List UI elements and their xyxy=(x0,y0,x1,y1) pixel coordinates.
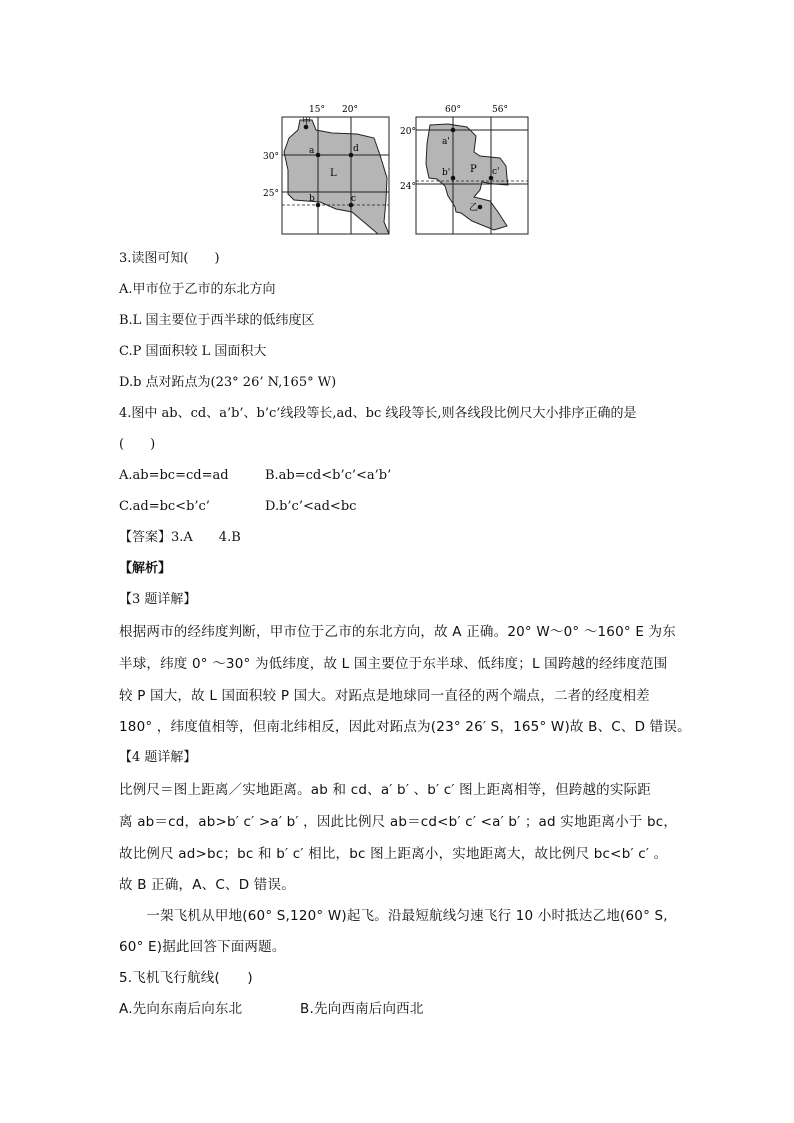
lat-label-24: 24° xyxy=(400,182,416,192)
point-label-c: c xyxy=(351,194,357,204)
lat-label-25: 25° xyxy=(263,189,279,199)
answer-line: 【答案】3.A 4.B xyxy=(119,530,241,545)
point-a-prime xyxy=(451,128,456,133)
city-label-yi: 乙 xyxy=(469,203,479,213)
point-label-a: a xyxy=(309,146,315,156)
q4-option-c: C.ad=bc<b’c’ xyxy=(119,499,210,514)
q4-stem: 4.图中 ab、cd、a’b’、b’c’线段等长,ad、bc 线段等长,则各线段比例尺大小排序正确的是 xyxy=(119,406,637,421)
q4-option-a: A.ab=bc=cd=ad xyxy=(119,468,229,483)
q3-stem: 3.读图可知( ) xyxy=(119,251,220,266)
q3-explanation-line: 根据两市的经纬度判断，甲市位于乙市的东北方向，故 A 正确。20° W～0° ～160° E 为东 xyxy=(119,624,676,640)
point-a xyxy=(316,153,321,158)
lat-label-30: 30° xyxy=(263,152,279,162)
intro-line: 60° E)据此回答下面两题。 xyxy=(119,939,286,955)
country-label-p: P xyxy=(470,164,477,175)
point-label-b: b xyxy=(309,194,315,204)
map-figure xyxy=(262,100,534,238)
q4-option-d: D.b’c’<ad<bc xyxy=(265,499,357,514)
point-label-d: d xyxy=(353,144,359,154)
q4-explanation-line: 离 ab＝cd，ab>b′ c′ >a′ b′ ，因此比例尺 ab＝cd<b′ c′ <a′ b′ ；ad 实地距离小于 bc， xyxy=(119,814,678,830)
analysis-heading: 【解析】 xyxy=(119,561,172,576)
q3-explanation-line: 较 P 国大，故 L 国面积较 P 国大。对跖点是地球同一直径的两个端点，二者的经度相差 xyxy=(119,688,650,704)
q3-explanation-line: 180° ，纬度值相等，但南北纬相反，因此对跖点为(23° 26′ S，165° W)故 B、C、D 错误。 xyxy=(119,719,691,735)
q3-explanation-heading: 【3 题详解】 xyxy=(119,592,197,607)
country-label-l: L xyxy=(330,168,337,179)
q4-explanation-line: 故 B 正确，A、C、D 错误。 xyxy=(119,877,295,893)
q4-explanation-heading: 【4 题详解】 xyxy=(119,750,197,765)
lon-label-20: 20° xyxy=(342,105,358,115)
country-p-shape xyxy=(426,124,508,230)
q4-option-b: B.ab=cd<b’c’<a’b’ xyxy=(265,468,392,483)
q3-option-c: C.P 国面积较 L 国面积大 xyxy=(119,344,267,359)
point-label-a-prime: a' xyxy=(442,137,450,147)
q5-option-a: A.先向东南后向东北 xyxy=(119,1001,243,1017)
point-b-prime xyxy=(451,176,456,181)
city-label-jia: 甲 xyxy=(302,117,312,127)
q3-explanation-line: 半球，纬度 0° ～30° 为低纬度，故 L 国主要位于东半球、低纬度；L 国跨越的经纬度范围 xyxy=(119,656,668,672)
point-label-c-prime: c' xyxy=(492,167,500,177)
left-map xyxy=(263,105,389,234)
q5-stem: 5.飞机飞行航线( ) xyxy=(119,970,253,986)
point-label-b-prime: b' xyxy=(442,168,451,178)
q3-option-b: B.L 国主要位于西半球的低纬度区 xyxy=(119,313,315,328)
right-map xyxy=(400,105,528,234)
q3-option-a: A.甲市位于乙市的东北方向 xyxy=(119,282,276,297)
lon-label-15: 15° xyxy=(309,105,325,115)
lat-label-20: 20° xyxy=(400,127,416,137)
q4-explanation-line: 故比例尺 ad>bc；bc 和 b′ c′ 相比，bc 图上距离小，实地距离大，故比例尺 bc<b′ c′ 。 xyxy=(119,846,668,862)
lon-label-60: 60° xyxy=(445,105,461,115)
q3-option-d: D.b 点对跖点为(23° 26’ N,165° W) xyxy=(119,375,337,390)
q5-option-b: B.先向西南后向西北 xyxy=(300,1001,424,1017)
lon-label-56: 56° xyxy=(492,105,508,115)
q4-stem-paren: ( ) xyxy=(119,437,156,452)
intro-line: 一架飞机从甲地(60° S,120° W)起飞。沿最短航线匀速飞行 10 小时抵达乙地(60° S, xyxy=(119,908,668,924)
q4-explanation-line: 比例尺＝图上距离／实地距离。ab 和 cd、a′ b′ 、b′ c′ 图上距离相等，但跨越的实际距 xyxy=(119,782,651,798)
point-b xyxy=(316,203,321,208)
point-yi xyxy=(478,205,483,210)
